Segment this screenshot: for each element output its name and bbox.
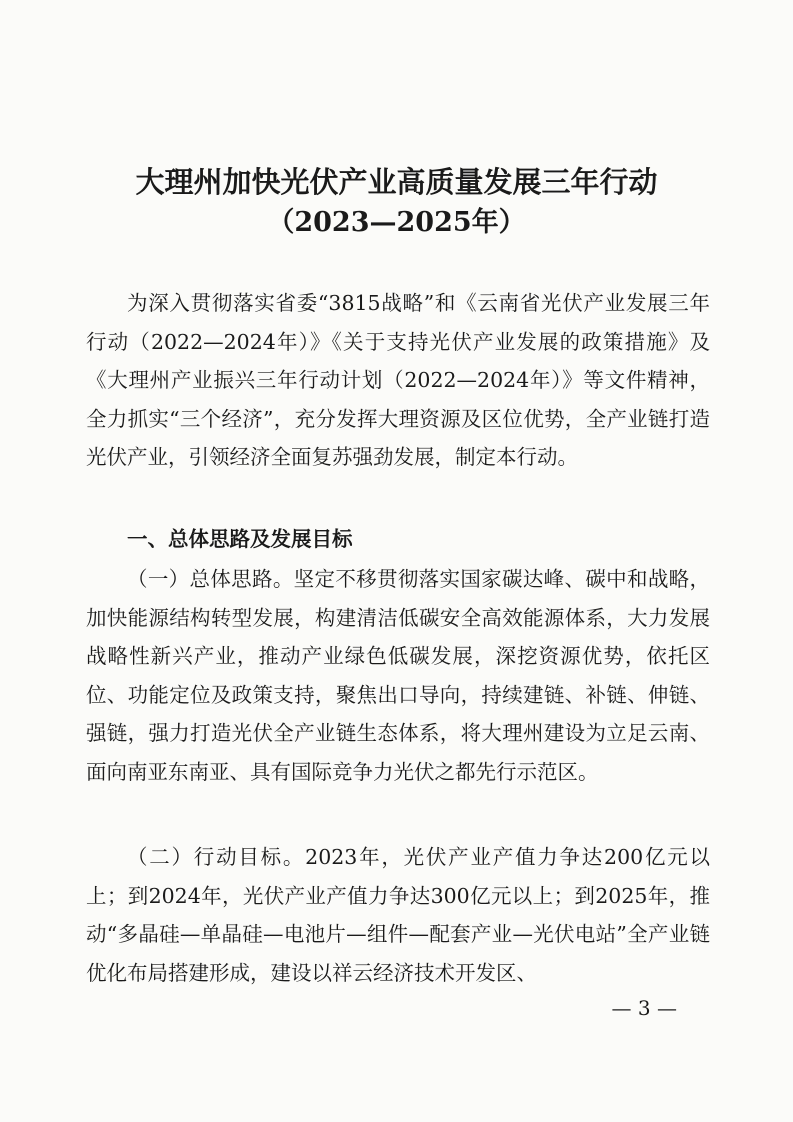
- paragraph-overall-approach-heading: （一）总体思路。: [127, 567, 294, 591]
- intro-paragraph: 为深入贯彻落实省委“3815战略”和《云南省光伏产业发展三年行动（2022—2024年）》《关于支持光伏产业发展的政策措施》及《大理州产业振兴三年行动计划（2022—2024年）》等文件精神，全力抓实“三个经济”，充分发挥大理资源及区位优势，全产业链打造光伏产业，引领经济全面复苏强劲发展，制定本行动。: [86, 291, 710, 470]
- paragraph-overall-approach: [86, 560, 710, 792]
- paragraph-action-goals: [86, 838, 710, 992]
- document-subtitle: （2023—2025年）: [267, 207, 526, 238]
- document-title: 大理州加快光伏产业高质量发展三年行动: [135, 165, 658, 199]
- paragraph-action-goals-body: 2023年，光伏产业产值力争达200亿元以上；到2024年，光伏产业产值力争达300亿元以上；到2025年，推动“多晶硅—单晶硅—电池片—组件—配套产业—光伏电站”全产业链优化布局搭建形成，建设以祥云经济技术开发区、: [86, 845, 710, 985]
- section-heading: 一、总体思路及发展目标: [127, 527, 353, 551]
- paragraph-action-goals-heading: （二）行动目标。: [127, 845, 306, 869]
- page-number: — 3 —: [611, 996, 677, 1020]
- paragraph-overall-approach-body: 坚定不移贯彻落实国家碳达峰、碳中和战略，加快能源结构转型发展，构建清洁低碳安全高效能源体系，大力发展战略性新兴产业，推动产业绿色低碳发展，深挖资源优势，依托区位、功能定位及政策支持，聚焦出口导向，持续建链、补链、伸链、强链，强力打造光伏全产业链生态体系，将大理州建设为立足云南、面向南亚东南亚、具有国际竞争力光伏之都先行示范区。: [86, 567, 711, 784]
